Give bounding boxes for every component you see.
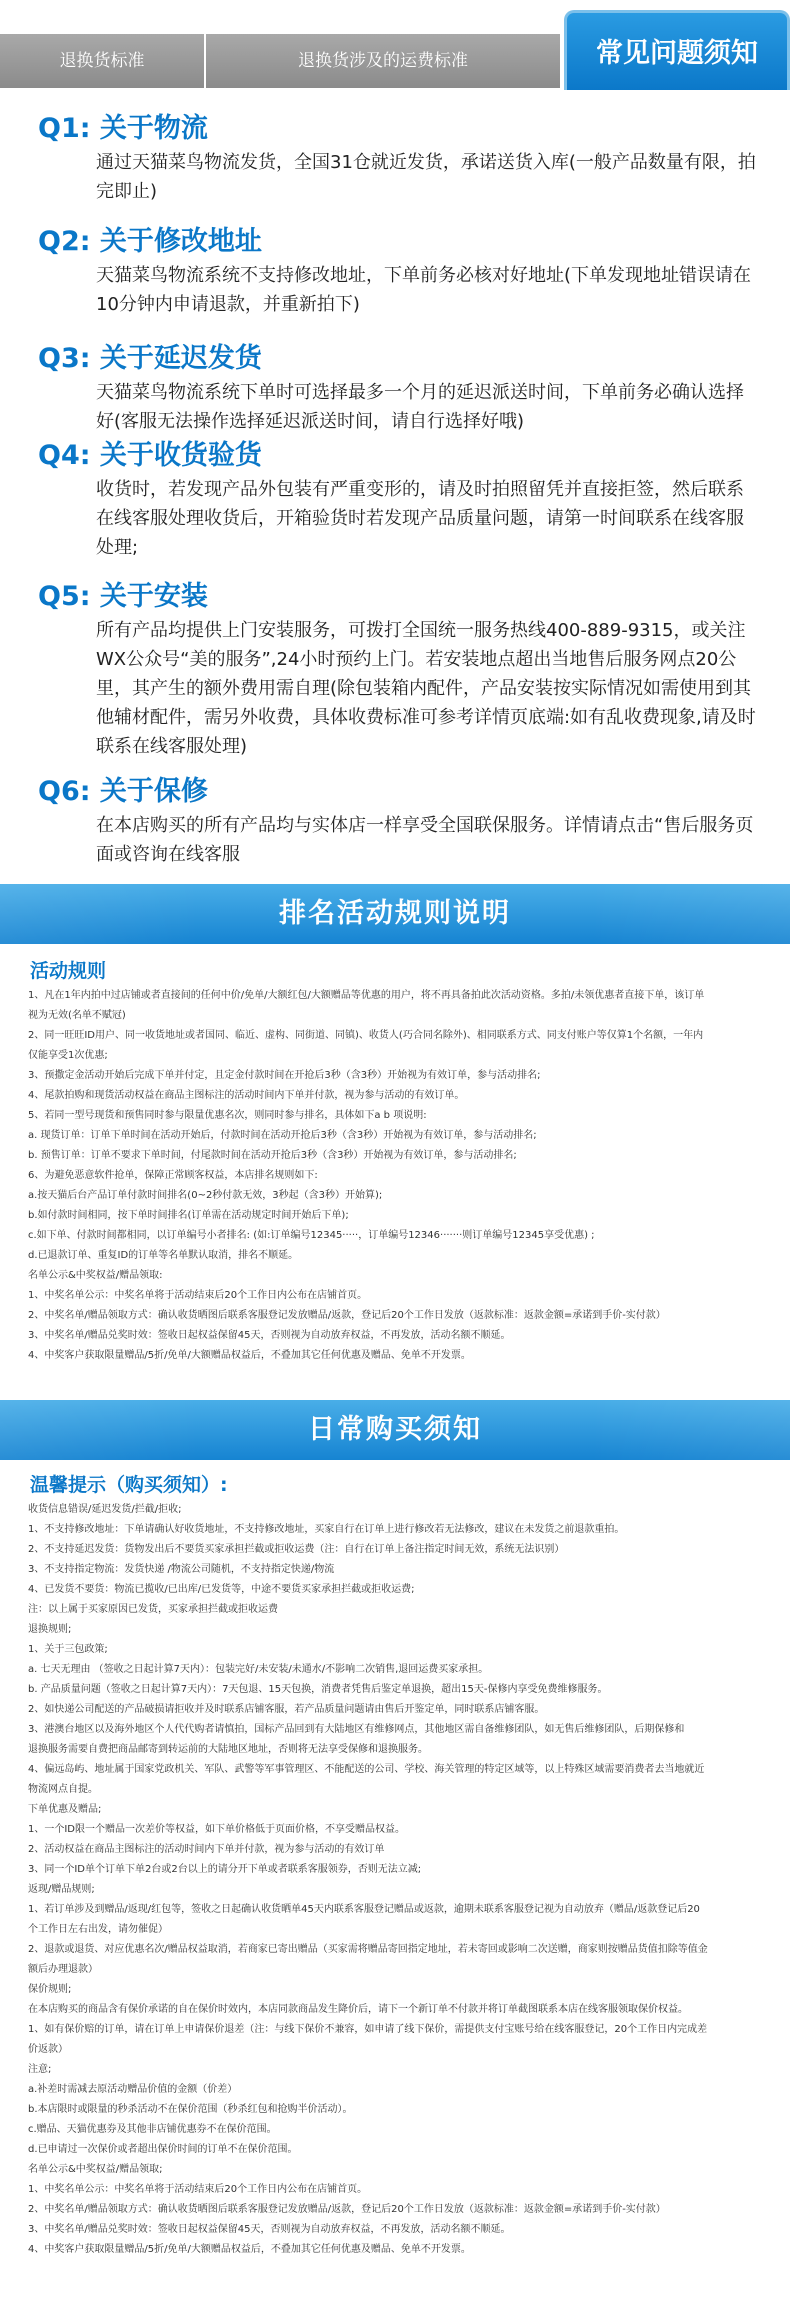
- rule-line: 3、预撒定金活动开始后完成下单并付定，且定金付款时间在开抢后3秒（含3秒）开始视为有效订单，参与活动排名;: [28, 1070, 541, 1081]
- rule-line: 4、尾款拍购和现货活动权益在商品主图标注的活动时间内下单并付款，视为参与活动的有效订单。: [28, 1090, 465, 1101]
- rule-line: 3、港澳台地区以及海外地区个人代代购者请慎拍，国标产品回到有大陆地区有维修网点，其他地区需自备维修团队，如无售后维修团队，后期保修和: [28, 1724, 685, 1735]
- rule-line: 3、不支持指定物流：发货快递 /物流公司随机，不支持指定快递/物流: [28, 1564, 335, 1575]
- rule-line: 名单公示&中奖权益/赠品领取:: [28, 1270, 163, 1281]
- rule-line: a.按天猫后台产品订单付款时间排名(0~2秒付款无效，3秒起（含3秒）开始算);: [28, 1190, 383, 1201]
- rule-line: 注意;: [28, 2064, 52, 2075]
- rule-line: a.补差时需减去原活动赠品价值的金额（价差）: [28, 2084, 238, 2095]
- rule-line: 3、中奖名单/赠品兑奖时效：签收日起权益保留45天，否则视为自动放弃权益，不再发放，活动名额不顺延。: [28, 2224, 511, 2235]
- rule-line: 2、不支持延迟发货：货物发出后不要货买家承担拦截或拒收运费（注：自行在订单上备注指定时间无效，系统无法识别）: [28, 1544, 565, 1555]
- rule-line: 退换规则;: [28, 1624, 72, 1635]
- rule-line: 物流网点自提。: [28, 1784, 98, 1795]
- rule-line: 名单公示&中奖权益/赠品领取;: [28, 2164, 163, 2175]
- faq-answer: 天猫菜鸟物流系统不支持修改地址，下单前务必核对好地址(下单发现地址错误请在10分钟内申请退款，并重新拍下): [96, 265, 752, 315]
- tab-return-standard[interactable]: 退换货标准: [0, 34, 206, 88]
- rule-line: 4、已发货不要货：物流已揽收/已出库/已发货等，中途不要货买家承担拦截或拒收运费;: [28, 1584, 415, 1595]
- rule-line: 1、如有保价赔的订单，请在订单上申请保价退差（注：与线下保价不兼容，如申请了线下保价，需提供支付宝账号给在线客服登记，20个工作日内完成差: [28, 2024, 708, 2035]
- rule-line: d.已退款订单、重复ID的订单等名单默认取消，排名不顺延。: [28, 1250, 299, 1261]
- rule-line: 个工作日左右出发，请勿催促）: [28, 1924, 168, 1935]
- tab-bar: [0, 0, 790, 94]
- rule-line: 3、同一个ID单个订单下单2台或2台以上的请分开下单或者联系客服领券，否则无法立减;: [28, 1864, 422, 1875]
- rule-line: a. 现货订单：订单下单时间在活动开始后，付款时间在活动开抢后3秒（含3秒）开始视为有效订单，参与活动排名;: [28, 1130, 537, 1141]
- faq-answer: 所有产品均提供上门安装服务，可拨打全国统一服务热线400-889-9315，或关注WX公众号“美的服务”,24小时预约上门。若安装地点超出当地售后服务网点20公里，其产生的额外费用需自理(除包装箱内配件，产品安装按实际情况如需使用到其他辅材配件，需另外收费，具体收费标准可参考详情页底端:如有乱收费现象,请及时联系在线客服处理): [96, 620, 756, 757]
- rule-line: c.赠品、天猫优惠券及其他非店铺优惠券不在保价范围。: [28, 2124, 277, 2135]
- rule-line: 1、中奖名单公示：中奖名单将于活动结束后20个工作日内公布在店铺首页。: [28, 1290, 368, 1301]
- rule-line: 2、活动权益在商品主图标注的活动时间内下单并付款，视为参与活动的有效订单: [28, 1844, 385, 1855]
- rule-line: 注：以上属于买家原因已发货，买家承担拦截或拒收运费: [28, 1604, 278, 1615]
- daily-purchase-banner: 日常购买须知: [0, 1400, 790, 1460]
- daily-purchase-title: 温馨提示（购买须知）:: [30, 1474, 228, 1496]
- tab-shipping-fee-standard[interactable]: 退换货涉及的运费标准: [206, 34, 562, 88]
- rule-line: b.本店限时或限量的秒杀活动不在保价范围（秒杀红包和抢购半价活动）。: [28, 2104, 353, 2115]
- rule-line: 2、如快递公司配送的产品破损请拒收并及时联系店铺客服，若产品质量问题请由售后开鉴定单，同时联系店铺客服。: [28, 1704, 545, 1715]
- rule-line: 2、退款或退货、对应优惠名次/赠品权益取消，若商家已寄出赠品（买家需将赠品寄回指定地址，若未寄回或影响二次送赠，商家则按赠品货值扣除等值金: [28, 1944, 708, 1955]
- rule-line: 额后办理退款）: [28, 1964, 98, 1975]
- rule-line: b. 产品质量问题（签收之日起计算7天内）：7天包退、15天包换，消费者凭售后鉴定单退换，超出15天-保修内享受免费维修服务。: [28, 1684, 608, 1695]
- rule-line: 2、中奖名单/赠品领取方式：确认收货晒图后联系客服登记发放赠品/返款，登记后20个工作日发放（返款标准：返款金额=承诺到手价-实付款）: [28, 1310, 666, 1321]
- rule-line: 视为无效(名单不赋冠): [28, 1010, 126, 1021]
- rule-line: 保价规则;: [28, 1984, 72, 1995]
- faq-item-4: [38, 437, 758, 562]
- faq-question: Q1: 关于物流: [38, 113, 208, 144]
- rule-line: b.如付款时间相同，按下单时间排名(订单需在活动规定时间开始后下单);: [28, 1210, 349, 1221]
- rule-line: 3、中奖名单/赠品兑奖时效：签收日起权益保留45天，否则视为自动放弃权益，不再发放，活动名额不顺延。: [28, 1330, 511, 1341]
- faq-answer: 天猫菜鸟物流系统下单时可选择最多一个月的延迟派送时间，下单前务必确认选择好(客服无法操作选择延迟派送时间，请自行选择好哦): [96, 382, 744, 432]
- faq-item-2: [38, 223, 758, 319]
- faq-item-3: [38, 340, 758, 436]
- rule-line: 1、一个ID限一个赠品一次差价等权益，如下单价格低于页面价格，不享受赠品权益。: [28, 1824, 406, 1835]
- rule-line: 1、关于三包政策;: [28, 1644, 108, 1655]
- rule-line: 仅能享受1次优惠;: [28, 1050, 108, 1061]
- faq-item-5: [38, 578, 758, 761]
- faq-question: Q6: 关于保修: [38, 776, 208, 807]
- ranking-rules-banner: 排名活动规则说明: [0, 884, 790, 944]
- rule-line: 1、若订单涉及到赠品/返现/红包等，签收之日起确认收货晒单45天内联系客服登记赠品或返款，逾期未联系客服登记视为自动放弃（赠品/返款登记后20: [28, 1904, 700, 1915]
- rule-line: 2、同一旺旺ID用户、同一收货地址或者国同、临近、虚构、同街道、同镇)、收货人(巧合同名除外)、相同联系方式、同支付账户等仅算1个名额，一年内: [28, 1030, 704, 1041]
- rule-line: 1、中奖名单公示：中奖名单将于活动结束后20个工作日内公布在店铺首页。: [28, 2184, 368, 2195]
- rule-line: b. 预售订单：订单不要求下单时间，付尾款时间在活动开抢后3秒（含3秒）开始视为有效订单，参与活动排名;: [28, 1150, 517, 1161]
- rule-line: 4、中奖客户获取限量赠品/5折/免单/大额赠品权益后，不叠加其它任何优惠及赠品、免单不开发票。: [28, 2244, 471, 2255]
- faq-question: Q2: 关于修改地址: [38, 226, 262, 257]
- rule-line: 收货信息错误/延迟发货/拦截/拒收;: [28, 1504, 182, 1515]
- faq-question: Q3: 关于延迟发货: [38, 343, 262, 374]
- faq-item-1: [38, 110, 758, 206]
- tab-faq[interactable]: 常见问题须知: [564, 10, 790, 90]
- rule-line: 价返款）: [28, 2044, 68, 2055]
- rule-line: 2、中奖名单/赠品领取方式：确认收货晒图后联系客服登记发放赠品/返款，登记后20个工作日发放（返款标准：返款金额=承诺到手价-实付款）: [28, 2204, 666, 2215]
- daily-purchase-text: [28, 1500, 768, 2260]
- ranking-rules-text: [28, 986, 768, 1366]
- faq-answer: 在本店购买的所有产品均与实体店一样享受全国联保服务。详情请点击“售后服务页面或咨询在线客服: [96, 815, 754, 865]
- rule-line: c.如下单、付款时间都相同，以订单编号小者排名: (如:订单编号12345·····，订单编号12346·······则订单编号12345享受优惠) ;: [28, 1230, 595, 1241]
- rule-line: d.已申请过一次保价或者超出保价时间的订单不在保价范围。: [28, 2144, 298, 2155]
- rule-line: 4、偏远岛屿、地址属于国家党政机关、军队、武警等军事管理区、不能配送的公司、学校、海关管理的特定区域等，以上特殊区域需要消费者去当地就近: [28, 1764, 705, 1775]
- rule-line: 5、若同一型号现货和预售同时参与限量优惠名次，则同时参与排名，具体如下a b 项说明:: [28, 1110, 427, 1121]
- rule-line: 在本店购买的商品含有保价承诺的自在保价时效内，本店同款商品发生降价后，请下一个新订单不付款并将订单截图联系本店在线客服领取保价权益。: [28, 2004, 688, 2015]
- faq-item-6: [38, 773, 758, 869]
- rule-line: 1、不支持修改地址：下单请确认好收货地址，不支持修改地址，买家自行在订单上进行修改若无法修改，建议在未发货之前退款重拍。: [28, 1524, 625, 1535]
- faq-answer: 收货时，若发现产品外包装有严重变形的，请及时拍照留凭并直接拒签，然后联系在线客服处理收货后，开箱验货时若发现产品质量问题，请第一时间联系在线客服处理;: [96, 479, 744, 558]
- rule-line: 4、中奖客户获取限量赠品/5折/免单/大额赠品权益后，不叠加其它任何优惠及赠品、免单不开发票。: [28, 1350, 471, 1361]
- faq-answer: 通过天猫菜鸟物流发货，全国31仓就近发货，承诺送货入库(一般产品数量有限，拍完即止): [96, 152, 756, 202]
- faq-question: Q4: 关于收货验货: [38, 440, 262, 471]
- rule-line: 返现/赠品规则;: [28, 1884, 95, 1895]
- rule-line: 1、凡在1年内拍中过店铺或者直接间的任何中价/免单/大额红包/大额赠品等优惠的用户，将不再具备拍此次活动资格。多拍/未领优惠者直接下单，该订单: [28, 990, 705, 1001]
- ranking-rules-title: 活动规则: [30, 960, 107, 982]
- rule-line: a. 七天无理由 （签收之日起计算7天内）：包装完好/未安装/未通水/不影响二次销售,退回运费买家承担。: [28, 1664, 489, 1675]
- rule-line: 6、为避免恶意软件抢单，保障正常顾客权益，本店排名规则如下:: [28, 1170, 318, 1181]
- rule-line: 下单优惠及赠品;: [28, 1804, 102, 1815]
- faq-question: Q5: 关于安装: [38, 581, 208, 612]
- rule-line: 退换服务需要自费把商品邮寄到转运前的大陆地区地址，否则将无法享受保修和退换服务。: [28, 1744, 428, 1755]
